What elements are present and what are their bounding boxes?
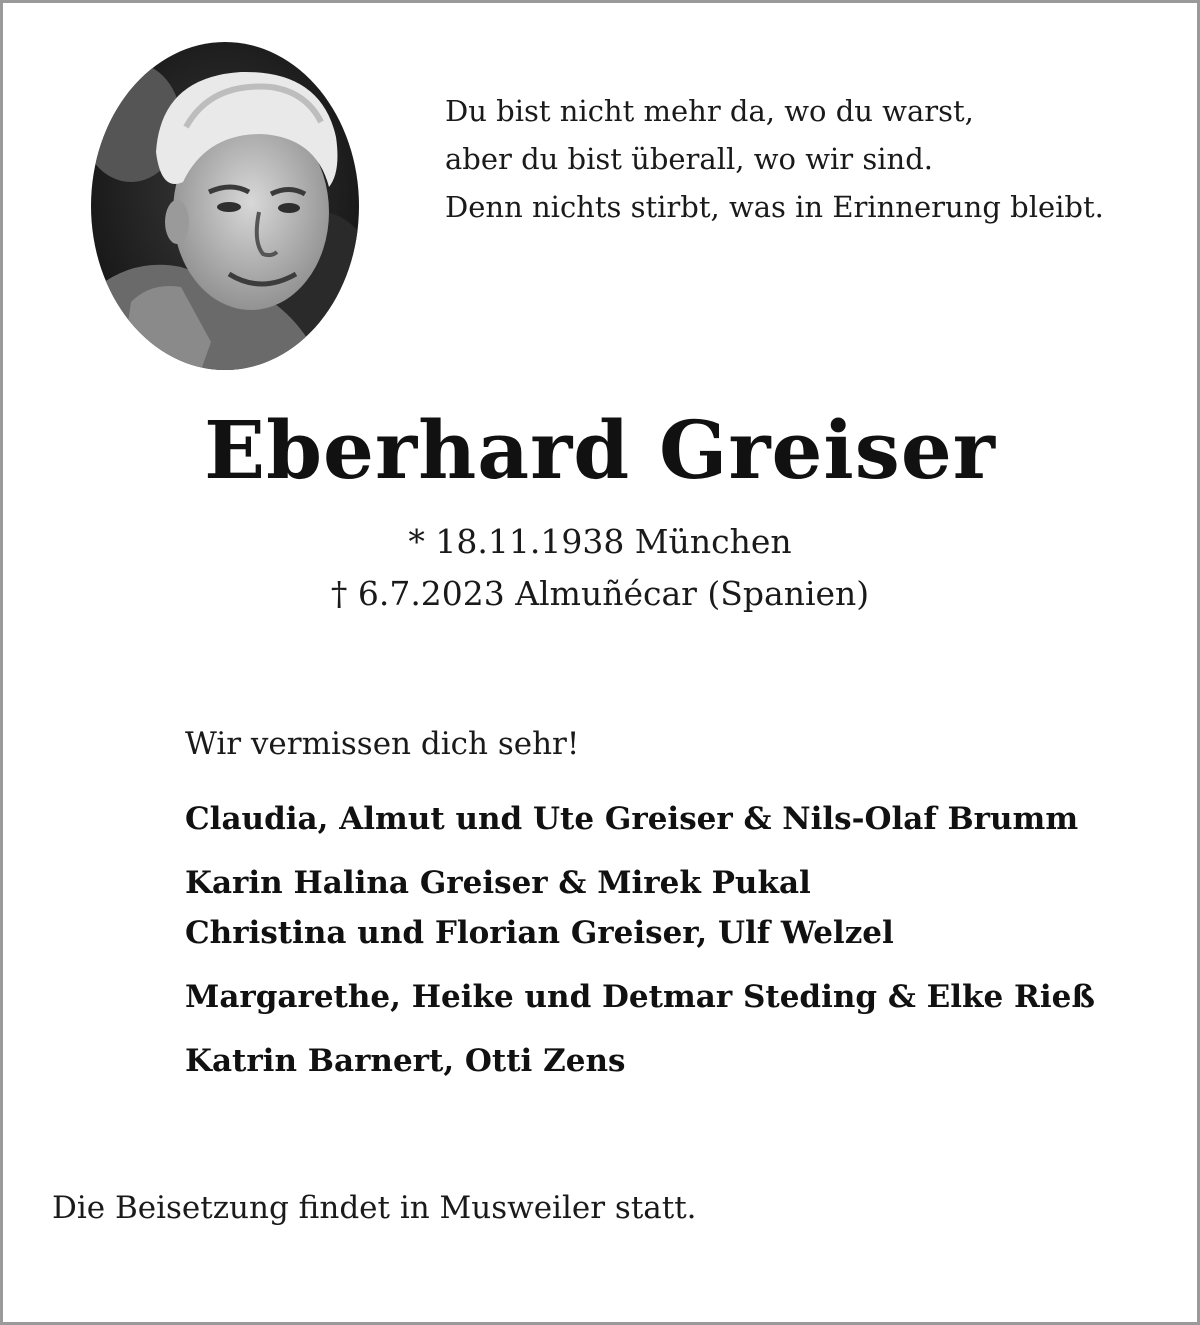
memorial-poem: [445, 87, 1104, 231]
mourner-line: Christina und Florian Greiser, Ulf Welzel: [185, 915, 894, 951]
burial-note: Die Beisetzung findet in Musweiler statt.: [52, 1190, 697, 1226]
deceased-name: Eberhard Greiser: [204, 403, 996, 497]
mourning-intro: Wir vermissen dich sehr!: [185, 726, 580, 762]
mourners-list: [185, 795, 1095, 1087]
death-date: † 6.7.2023 Almuñécar (Spanien): [330, 574, 870, 613]
poem-line: aber du bist überall, wo wir sind.: [445, 142, 933, 176]
portrait-photo: [91, 42, 359, 370]
mourner-line: Claudia, Almut und Ute Greiser & Nils-Olaf Brumm: [185, 801, 1079, 837]
poem-line: Denn nichts stirbt, was in Erinnerung bleibt.: [445, 190, 1104, 224]
mourner-line: Margarethe, Heike und Detmar Steding & Elke Rieß: [185, 979, 1095, 1015]
mourner-line: Katrin Barnert, Otti Zens: [185, 1043, 626, 1079]
mourner-line: Karin Halina Greiser & Mirek Pukal: [185, 865, 811, 901]
poem-line: Du bist nicht mehr da, wo du warst,: [445, 94, 974, 128]
birth-date: * 18.11.1938 München: [408, 522, 792, 561]
life-dates: [0, 516, 1200, 620]
